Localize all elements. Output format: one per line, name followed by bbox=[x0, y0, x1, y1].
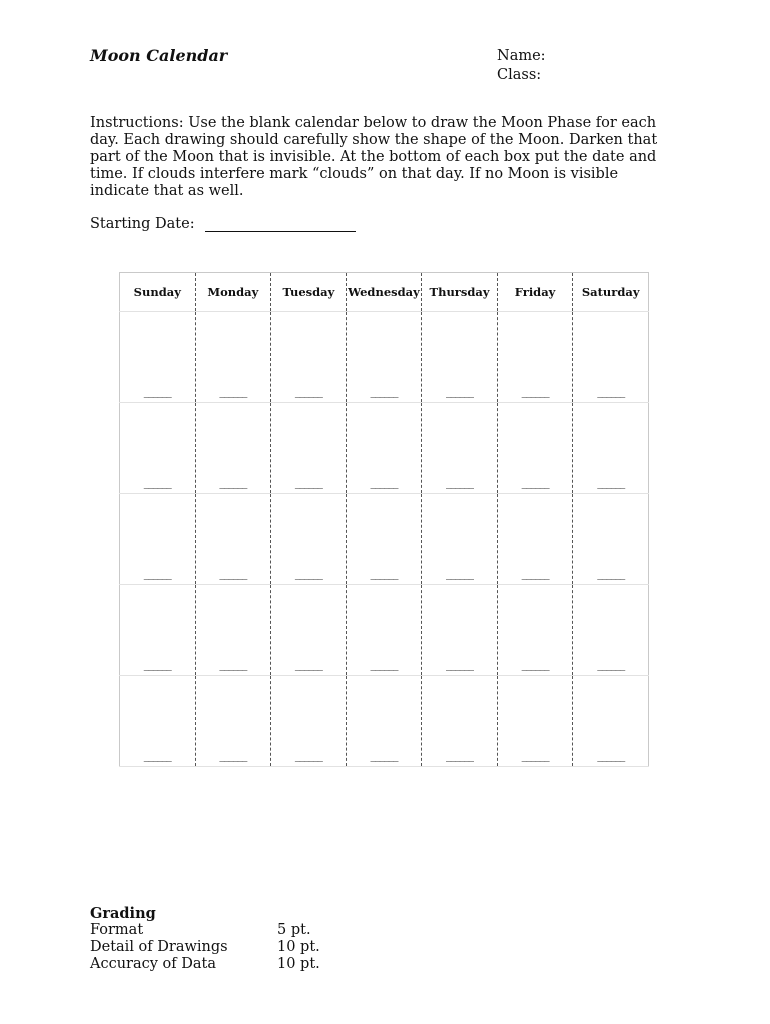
grading-title: Grading bbox=[90, 905, 156, 922]
date-time-blank: ______ bbox=[597, 658, 625, 671]
calendar-day-cell[interactable] bbox=[271, 312, 347, 403]
date-time-blank: ______ bbox=[294, 567, 322, 580]
day-header-saturday: Saturday bbox=[573, 273, 649, 312]
date-time-blank: ______ bbox=[143, 658, 171, 671]
instruction-line: Instructions: Use the blank calendar below to draw the Moon Phase for each bbox=[90, 115, 657, 131]
calendar-day-cell[interactable] bbox=[497, 312, 573, 403]
date-time-blank: ______ bbox=[143, 749, 171, 762]
day-header-tuesday: Tuesday bbox=[271, 273, 347, 312]
name-label: Name: bbox=[497, 48, 546, 64]
calendar-day-cell[interactable] bbox=[422, 494, 498, 585]
calendar-day-cell[interactable] bbox=[120, 676, 196, 767]
date-time-blank: ______ bbox=[370, 749, 398, 762]
name-class-block bbox=[497, 47, 546, 85]
calendar-day-cell[interactable] bbox=[497, 676, 573, 767]
calendar-day-cell[interactable] bbox=[120, 585, 196, 676]
calendar-body bbox=[120, 312, 649, 767]
calendar-day-cell[interactable] bbox=[195, 676, 271, 767]
date-time-blank: ______ bbox=[597, 476, 625, 489]
calendar-day-cell[interactable] bbox=[573, 494, 649, 585]
grading-label: Detail of Drawings bbox=[90, 939, 228, 955]
calendar-day-cell[interactable] bbox=[195, 585, 271, 676]
date-time-blank: ______ bbox=[446, 749, 474, 762]
grading-points: 5 pt. bbox=[277, 922, 311, 938]
day-header-sunday: Sunday bbox=[120, 273, 196, 312]
calendar-day-cell[interactable] bbox=[120, 312, 196, 403]
date-time-blank: ______ bbox=[143, 567, 171, 580]
date-time-blank: ______ bbox=[597, 567, 625, 580]
calendar-day-cell[interactable] bbox=[346, 312, 422, 403]
instruction-line: day. Each drawing should carefully show the shape of the Moon. Darken that bbox=[90, 132, 658, 148]
calendar-day-cell[interactable] bbox=[271, 676, 347, 767]
starting-date-label: Starting Date: bbox=[90, 216, 195, 232]
calendar-day-cell[interactable] bbox=[422, 403, 498, 494]
calendar-day-cell[interactable] bbox=[120, 494, 196, 585]
calendar-day-cell[interactable] bbox=[346, 676, 422, 767]
calendar-day-cell[interactable] bbox=[497, 494, 573, 585]
grading-row bbox=[90, 956, 320, 973]
calendar-day-cell[interactable] bbox=[573, 403, 649, 494]
date-time-blank: ______ bbox=[597, 749, 625, 762]
calendar-week-row bbox=[120, 494, 649, 585]
calendar-day-cell[interactable] bbox=[346, 585, 422, 676]
date-time-blank: ______ bbox=[521, 658, 549, 671]
grading-section bbox=[90, 905, 320, 973]
instruction-line: part of the Moon that is invisible. At the bottom of each box put the date and bbox=[90, 149, 657, 165]
grading-row bbox=[90, 922, 320, 939]
date-time-blank: ______ bbox=[219, 385, 247, 398]
date-time-blank: ______ bbox=[446, 658, 474, 671]
day-header-monday: Monday bbox=[195, 273, 271, 312]
date-time-blank: ______ bbox=[521, 476, 549, 489]
starting-date-blank[interactable] bbox=[205, 217, 356, 232]
calendar-day-cell[interactable] bbox=[422, 312, 498, 403]
date-time-blank: ______ bbox=[370, 476, 398, 489]
date-time-blank: ______ bbox=[143, 385, 171, 398]
calendar-week-row bbox=[120, 312, 649, 403]
calendar-day-cell[interactable] bbox=[195, 312, 271, 403]
calendar-day-cell[interactable] bbox=[573, 676, 649, 767]
date-time-blank: ______ bbox=[446, 567, 474, 580]
calendar-day-cell[interactable] bbox=[497, 585, 573, 676]
page-title: Moon Calendar bbox=[90, 46, 228, 65]
calendar-day-cell[interactable] bbox=[195, 403, 271, 494]
calendar-day-cell[interactable] bbox=[346, 494, 422, 585]
class-label: Class: bbox=[497, 67, 542, 83]
date-time-blank: ______ bbox=[143, 476, 171, 489]
date-time-blank: ______ bbox=[370, 567, 398, 580]
calendar-week-row bbox=[120, 585, 649, 676]
date-time-blank: ______ bbox=[219, 658, 247, 671]
date-time-blank: ______ bbox=[219, 567, 247, 580]
calendar-day-cell[interactable] bbox=[346, 403, 422, 494]
calendar-day-cell[interactable] bbox=[195, 494, 271, 585]
date-time-blank: ______ bbox=[597, 385, 625, 398]
calendar-week-row bbox=[120, 403, 649, 494]
grading-points: 10 pt. bbox=[277, 939, 320, 955]
date-time-blank: ______ bbox=[370, 385, 398, 398]
instruction-line: indicate that as well. bbox=[90, 183, 244, 199]
starting-date bbox=[90, 216, 356, 232]
date-time-blank: ______ bbox=[219, 476, 247, 489]
moon-calendar-grid bbox=[119, 272, 649, 767]
calendar-day-cell[interactable] bbox=[271, 403, 347, 494]
grading-points: 10 pt. bbox=[277, 956, 320, 972]
calendar-day-cell[interactable] bbox=[422, 676, 498, 767]
calendar-day-cell[interactable] bbox=[120, 403, 196, 494]
grading-row bbox=[90, 939, 320, 956]
day-header-friday: Friday bbox=[497, 273, 573, 312]
date-time-blank: ______ bbox=[294, 658, 322, 671]
day-header-row bbox=[120, 273, 649, 312]
date-time-blank: ______ bbox=[370, 658, 398, 671]
date-time-blank: ______ bbox=[446, 385, 474, 398]
day-header-thursday: Thursday bbox=[422, 273, 498, 312]
date-time-blank: ______ bbox=[521, 385, 549, 398]
calendar-day-cell[interactable] bbox=[497, 403, 573, 494]
date-time-blank: ______ bbox=[521, 749, 549, 762]
calendar-day-cell[interactable] bbox=[271, 585, 347, 676]
instructions bbox=[90, 115, 690, 200]
date-time-blank: ______ bbox=[294, 476, 322, 489]
instruction-line: time. If clouds interfere mark “clouds” on that day. If no Moon is visible bbox=[90, 166, 619, 182]
date-time-blank: ______ bbox=[294, 749, 322, 762]
date-time-blank: ______ bbox=[521, 567, 549, 580]
calendar-day-cell[interactable] bbox=[573, 312, 649, 403]
calendar-day-cell[interactable] bbox=[573, 585, 649, 676]
date-time-blank: ______ bbox=[294, 385, 322, 398]
calendar-day-cell[interactable] bbox=[271, 494, 347, 585]
date-time-blank: ______ bbox=[446, 476, 474, 489]
calendar-day-cell[interactable] bbox=[422, 585, 498, 676]
calendar-week-row bbox=[120, 676, 649, 767]
grading-label: Accuracy of Data bbox=[90, 956, 216, 972]
grading-label: Format bbox=[90, 922, 144, 938]
date-time-blank: ______ bbox=[219, 749, 247, 762]
day-header-wednesday: Wednesday bbox=[346, 273, 422, 312]
